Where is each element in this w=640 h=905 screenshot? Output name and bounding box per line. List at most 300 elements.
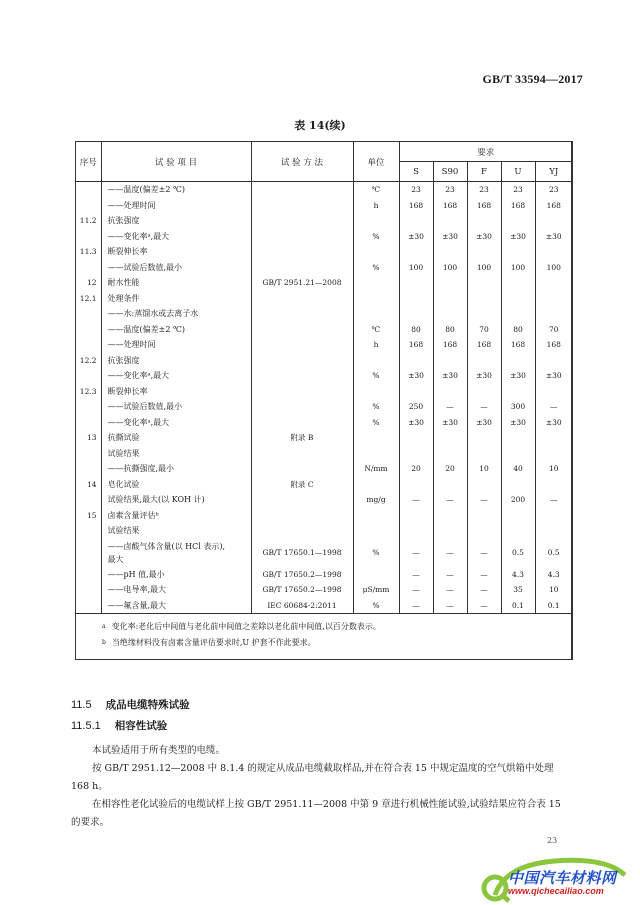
table-row bbox=[76, 275, 572, 291]
cell-value: 20 bbox=[399, 461, 433, 477]
cell-item: ——试验后数值,最小 bbox=[101, 260, 251, 276]
cell-item: 处理条件 bbox=[101, 291, 251, 307]
cell-value bbox=[433, 306, 467, 322]
cell-value: 23 bbox=[399, 182, 433, 198]
cell-unit: ℃ bbox=[353, 182, 399, 198]
cell-value bbox=[501, 508, 535, 524]
cell-item: ——变化率ᵃ,最大 bbox=[101, 229, 251, 245]
cell-value: 35 bbox=[501, 582, 535, 598]
cell-value: 10 bbox=[548, 585, 559, 594]
cell-value: 100 bbox=[546, 262, 561, 272]
cell-value bbox=[467, 213, 501, 229]
cell-value: 100 bbox=[433, 260, 467, 276]
cell-method bbox=[251, 399, 353, 415]
cell-value bbox=[535, 508, 572, 524]
table-row bbox=[76, 523, 572, 539]
cell-value: 80 bbox=[399, 322, 433, 338]
cell-seq bbox=[76, 229, 101, 245]
cell-item: ——抗撕强度,最小 bbox=[101, 461, 251, 477]
header-grade-yj: YJ bbox=[535, 162, 572, 182]
cell-seq: 12 bbox=[76, 275, 101, 291]
cell-value: 80 bbox=[433, 322, 467, 338]
cell-value bbox=[433, 477, 467, 493]
table-row bbox=[76, 582, 572, 598]
cell-value bbox=[467, 508, 501, 524]
cell-method bbox=[251, 306, 353, 322]
cell-method: GB/T 17650.2—1998 bbox=[251, 582, 353, 598]
cell-unit: h bbox=[353, 337, 399, 353]
cell-value: ±30 bbox=[433, 415, 467, 431]
cell-method bbox=[251, 229, 353, 245]
cell-value bbox=[467, 446, 501, 462]
cell-value: — bbox=[467, 582, 501, 598]
table-row bbox=[76, 198, 572, 214]
cell-seq bbox=[76, 582, 101, 598]
cell-method bbox=[251, 198, 353, 214]
cell-seq bbox=[76, 337, 101, 353]
note-mark: a bbox=[102, 623, 106, 630]
cell-value bbox=[535, 353, 572, 369]
cell-unit bbox=[353, 275, 399, 291]
table-row bbox=[76, 384, 572, 400]
cell-unit: mg/g bbox=[353, 492, 399, 508]
cell-value: 0.1 bbox=[501, 598, 535, 614]
cell-value: ±30 bbox=[399, 229, 433, 245]
cell-value: 40 bbox=[501, 461, 535, 477]
cell-value bbox=[467, 275, 501, 291]
cell-value bbox=[535, 213, 572, 229]
cell-value: 23 bbox=[433, 182, 467, 198]
table-row bbox=[76, 461, 572, 477]
cell-value: 20 bbox=[433, 461, 467, 477]
cell-value: 80 bbox=[501, 322, 535, 338]
table-row bbox=[76, 182, 572, 198]
cell-unit: ℃ bbox=[353, 322, 399, 338]
cell-value bbox=[433, 384, 467, 400]
table-row bbox=[76, 368, 572, 384]
cell-value: ±30 bbox=[399, 415, 433, 431]
cell-value bbox=[535, 446, 572, 462]
note-text: 当绝缘材料没有卤素含量评估要求时,U 护套不作此要求。 bbox=[111, 638, 316, 647]
cell-seq: 13 bbox=[76, 430, 101, 446]
cell-value bbox=[501, 430, 535, 446]
cell-value bbox=[399, 477, 433, 493]
cell-value bbox=[399, 275, 433, 291]
cell-unit: N/mm bbox=[353, 461, 399, 477]
cell-value: ±30 bbox=[467, 368, 501, 384]
cell-unit bbox=[353, 213, 399, 229]
cell-seq bbox=[76, 446, 101, 462]
cell-value bbox=[501, 275, 535, 291]
cell-item: ——变化率ᵃ,最大 bbox=[101, 415, 251, 431]
cell-value: — bbox=[399, 598, 433, 614]
cell-value: 0.1 bbox=[547, 600, 560, 610]
table-row bbox=[76, 508, 572, 524]
cell-seq bbox=[76, 461, 101, 477]
cell-method bbox=[251, 492, 353, 508]
cell-unit: % bbox=[353, 399, 399, 415]
cell-value: — bbox=[550, 495, 558, 504]
table-row bbox=[76, 415, 572, 431]
cell-value bbox=[433, 244, 467, 260]
cell-unit bbox=[353, 508, 399, 524]
cell-method bbox=[251, 415, 353, 431]
table-row bbox=[76, 598, 572, 614]
cell-value bbox=[433, 508, 467, 524]
table-row bbox=[76, 353, 572, 369]
cell-unit: % bbox=[353, 598, 399, 614]
cell-method: GB/T 17650.1—1998 bbox=[251, 539, 353, 567]
cell-item: 试验结果 bbox=[101, 446, 251, 462]
table-row bbox=[76, 337, 572, 353]
cell-value: 70 bbox=[548, 324, 559, 334]
cell-value: 168 bbox=[467, 198, 501, 214]
cell-value: 168 bbox=[399, 198, 433, 214]
cell-value bbox=[501, 306, 535, 322]
cell-value: 23 bbox=[548, 185, 559, 194]
cell-item: 断裂伸长率 bbox=[101, 384, 251, 400]
cell-value bbox=[467, 477, 501, 493]
section-number: 11.5 bbox=[71, 699, 92, 711]
cell-value: — bbox=[433, 598, 467, 614]
cell-value: — bbox=[467, 598, 501, 614]
cell-value: 100 bbox=[467, 260, 501, 276]
cell-seq: 14 bbox=[76, 477, 101, 493]
requirements-table bbox=[75, 141, 573, 660]
cell-value: — bbox=[433, 567, 467, 583]
table-row bbox=[76, 244, 572, 260]
cell-unit: μS/mm bbox=[353, 582, 399, 598]
cell-value bbox=[467, 384, 501, 400]
cell-item: ——pH 值,最小 bbox=[101, 567, 251, 583]
cell-item: ——温度(偏差±2 ℃) bbox=[101, 322, 251, 338]
note-a bbox=[102, 619, 571, 635]
header-item: 试 验 项 目 bbox=[101, 142, 251, 182]
cell-method bbox=[251, 244, 353, 260]
cell-value bbox=[433, 430, 467, 446]
cell-value: 168 bbox=[399, 337, 433, 353]
cell-item: ——变化率ᵃ,最大 bbox=[101, 368, 251, 384]
cell-seq: 15 bbox=[76, 508, 101, 524]
cell-value: — bbox=[433, 492, 467, 508]
cell-item: 试验结果 bbox=[101, 523, 251, 539]
cell-seq: 12.2 bbox=[76, 353, 101, 369]
cell-value: 168 bbox=[433, 198, 467, 214]
cell-seq: 12.3 bbox=[76, 384, 101, 400]
cell-value: ±30 bbox=[433, 368, 467, 384]
cell-unit: % bbox=[353, 539, 399, 567]
cell-unit bbox=[353, 353, 399, 369]
cell-item: ——处理时间 bbox=[101, 198, 251, 214]
cell-method: 附录 C bbox=[251, 477, 353, 493]
page-number: 23 bbox=[547, 836, 558, 845]
cell-method bbox=[251, 446, 353, 462]
cell-method bbox=[251, 523, 353, 539]
table-row bbox=[76, 399, 572, 415]
cell-value bbox=[501, 213, 535, 229]
cell-item: ——电导率,最大 bbox=[101, 582, 251, 598]
cell-value: 200 bbox=[501, 492, 535, 508]
cell-value bbox=[399, 306, 433, 322]
cell-value: — bbox=[399, 582, 433, 598]
cell-value: 100 bbox=[399, 260, 433, 276]
cell-unit bbox=[353, 446, 399, 462]
cell-value bbox=[399, 430, 433, 446]
header-method: 试 验 方 法 bbox=[251, 142, 353, 182]
cell-value bbox=[501, 291, 535, 307]
cell-value: ±30 bbox=[545, 371, 562, 380]
cell-seq bbox=[76, 492, 101, 508]
table-row bbox=[76, 260, 572, 276]
table-row bbox=[76, 291, 572, 307]
cell-item: 皂化试验 bbox=[101, 477, 251, 493]
cell-seq bbox=[76, 539, 101, 567]
cell-value bbox=[433, 523, 467, 539]
cell-value: — bbox=[550, 402, 558, 411]
watermark-url: www.qichecailiao.com bbox=[508, 886, 604, 896]
cell-value: 168 bbox=[546, 200, 561, 210]
cell-value: ±30 bbox=[399, 368, 433, 384]
header-grade-u: U bbox=[501, 162, 535, 182]
cell-value bbox=[535, 430, 572, 446]
cell-value bbox=[433, 291, 467, 307]
cell-value: ±30 bbox=[501, 368, 535, 384]
cell-value: 168 bbox=[546, 340, 561, 349]
cell-method bbox=[251, 353, 353, 369]
table-row bbox=[76, 430, 572, 446]
cell-value: ±30 bbox=[545, 231, 562, 241]
cell-unit bbox=[353, 477, 399, 493]
table-row bbox=[76, 213, 572, 229]
cell-item: ——水:蒸馏水或去离子水 bbox=[101, 306, 251, 322]
cell-method bbox=[251, 291, 353, 307]
cell-seq: 12.1 bbox=[76, 291, 101, 307]
cell-seq bbox=[76, 322, 101, 338]
subsection-heading bbox=[71, 718, 167, 733]
cell-unit bbox=[353, 384, 399, 400]
cell-value: ±30 bbox=[501, 415, 535, 431]
subsection-title: 相容性试验 bbox=[114, 720, 168, 732]
cell-value bbox=[467, 523, 501, 539]
cell-value: ±30 bbox=[545, 417, 562, 427]
cell-value bbox=[399, 384, 433, 400]
cell-item: 抗张强度 bbox=[101, 353, 251, 369]
cell-seq bbox=[76, 306, 101, 322]
cell-value bbox=[535, 244, 572, 260]
cell-value bbox=[399, 244, 433, 260]
cell-item: ——卤酸气体含量(以 HCl 表示), 最大 bbox=[101, 539, 251, 567]
cell-value bbox=[535, 384, 572, 400]
cell-value bbox=[501, 353, 535, 369]
table-title: 表 14(续) bbox=[294, 119, 346, 132]
cell-item: 抗张强度 bbox=[101, 213, 251, 229]
cell-value bbox=[535, 275, 572, 291]
header-grade-s: S bbox=[399, 162, 433, 182]
table-row bbox=[76, 492, 572, 508]
cell-unit bbox=[353, 430, 399, 446]
cell-value: — bbox=[399, 539, 433, 567]
cell-method bbox=[251, 368, 353, 384]
cell-method: GB/T 2951.21—2008 bbox=[251, 275, 353, 291]
table-row bbox=[76, 306, 572, 322]
header-seq: 序号 bbox=[76, 142, 101, 182]
cell-seq bbox=[76, 399, 101, 415]
cell-value bbox=[467, 291, 501, 307]
cell-unit bbox=[353, 291, 399, 307]
cell-value: ±30 bbox=[433, 229, 467, 245]
cell-seq: 11.3 bbox=[76, 244, 101, 260]
cell-unit: % bbox=[353, 368, 399, 384]
cell-method: 附录 B bbox=[251, 430, 353, 446]
cell-value: 168 bbox=[501, 337, 535, 353]
cell-value: 23 bbox=[501, 182, 535, 198]
cell-value bbox=[535, 291, 572, 307]
cell-value bbox=[433, 446, 467, 462]
cell-value bbox=[535, 306, 572, 322]
cell-value: 0.5 bbox=[547, 548, 560, 557]
cell-value: 0.5 bbox=[501, 539, 535, 567]
cell-value: 10 bbox=[548, 464, 559, 473]
cell-value bbox=[433, 275, 467, 291]
header-grade-f: F bbox=[467, 162, 501, 182]
cell-item: 卤素含量评估ᵇ bbox=[101, 508, 251, 524]
cell-method: GB/T 17650.2—1998 bbox=[251, 567, 353, 583]
cell-item: ——氟含量,最大 bbox=[101, 598, 251, 614]
cell-unit bbox=[353, 523, 399, 539]
cell-value: 168 bbox=[467, 337, 501, 353]
cell-value bbox=[501, 244, 535, 260]
cell-value: ±30 bbox=[467, 415, 501, 431]
cell-seq bbox=[76, 415, 101, 431]
paragraph: 在相容性老化试验后的电缆试样上按 GB/T 2951.11—2008 中第 9 章进行机械性能试验,试验结果应符合表 15 的要求。 bbox=[71, 799, 561, 828]
cell-value: 10 bbox=[467, 461, 501, 477]
cell-seq bbox=[76, 260, 101, 276]
cell-value: — bbox=[399, 567, 433, 583]
table-row bbox=[76, 446, 572, 462]
cell-item: ——试验后数值,最小 bbox=[101, 399, 251, 415]
cell-value bbox=[467, 430, 501, 446]
cell-seq: 11.2 bbox=[76, 213, 101, 229]
cell-value bbox=[399, 508, 433, 524]
cell-value: 4.3 bbox=[501, 567, 535, 583]
cell-unit bbox=[353, 567, 399, 583]
cell-seq bbox=[76, 182, 101, 198]
cell-method bbox=[251, 461, 353, 477]
header-requirement: 要求 bbox=[399, 142, 572, 162]
cell-method bbox=[251, 213, 353, 229]
table-row bbox=[76, 539, 572, 567]
cell-value: ±30 bbox=[501, 229, 535, 245]
table-row bbox=[76, 477, 572, 493]
cell-method bbox=[251, 322, 353, 338]
cell-value: 4.3 bbox=[547, 569, 560, 579]
cell-method bbox=[251, 182, 353, 198]
cell-method: IEC 60684-2:2011 bbox=[251, 598, 353, 614]
table-notes bbox=[76, 613, 571, 659]
standard-code: GB/T 33594—2017 bbox=[482, 72, 583, 86]
cell-unit bbox=[353, 244, 399, 260]
cell-unit: h bbox=[353, 198, 399, 214]
cell-value bbox=[433, 353, 467, 369]
cell-value: — bbox=[399, 492, 433, 508]
cell-method bbox=[251, 508, 353, 524]
cell-value: 100 bbox=[501, 260, 535, 276]
cell-unit: % bbox=[353, 229, 399, 245]
cell-method bbox=[251, 384, 353, 400]
header-unit: 单位 bbox=[353, 142, 399, 182]
cell-value bbox=[467, 244, 501, 260]
cell-value bbox=[399, 213, 433, 229]
cell-seq bbox=[76, 567, 101, 583]
paragraph: 按 GB/T 2951.12—2008 中 8.1.4 的规定从成品电缆截取样品,并在符合表 15 中规定温度的空气烘箱中处理 168 h。 bbox=[71, 763, 554, 792]
table-row bbox=[76, 567, 572, 583]
cell-value bbox=[535, 477, 572, 493]
cell-value bbox=[467, 306, 501, 322]
cell-item: 断裂伸长率 bbox=[101, 244, 251, 260]
cell-value bbox=[399, 353, 433, 369]
paragraph: 本试验适用于所有类型的电缆。 bbox=[92, 745, 226, 756]
cell-value: 168 bbox=[501, 198, 535, 214]
note-mark: b bbox=[102, 639, 106, 646]
cell-value: — bbox=[433, 582, 467, 598]
cell-unit bbox=[353, 306, 399, 322]
cell-value: — bbox=[433, 399, 467, 415]
cell-value: — bbox=[467, 567, 501, 583]
cell-item: 试验结果,最大(以 KOH 计) bbox=[101, 492, 251, 508]
header-grade-s90: S90 bbox=[433, 162, 467, 182]
cell-value: 23 bbox=[467, 182, 501, 198]
table-body bbox=[76, 182, 572, 614]
cell-value: 250 bbox=[399, 399, 433, 415]
cell-value bbox=[433, 213, 467, 229]
cell-value bbox=[501, 446, 535, 462]
cell-value: — bbox=[467, 539, 501, 567]
cell-seq bbox=[76, 523, 101, 539]
cell-value bbox=[501, 523, 535, 539]
cell-method bbox=[251, 337, 353, 353]
cell-item: ——处理时间 bbox=[101, 337, 251, 353]
note-text: 变化率:老化后中间值与老化前中间值之差除以老化前中间值,以百分数表示。 bbox=[111, 622, 381, 631]
watermark-logo bbox=[475, 855, 640, 905]
cell-value bbox=[501, 384, 535, 400]
cell-seq bbox=[76, 198, 101, 214]
cell-item: ——温度(偏差±2 ℃) bbox=[101, 182, 251, 198]
cell-method bbox=[251, 260, 353, 276]
table-row bbox=[76, 322, 572, 338]
section-title: 成品电缆特殊试验 bbox=[105, 699, 190, 711]
cell-item: 耐水性能 bbox=[101, 275, 251, 291]
note-b bbox=[102, 635, 571, 651]
section-heading bbox=[71, 697, 190, 712]
cell-unit: % bbox=[353, 260, 399, 276]
cell-value bbox=[399, 523, 433, 539]
cell-unit: % bbox=[353, 415, 399, 431]
cell-value bbox=[467, 353, 501, 369]
cell-value: — bbox=[467, 399, 501, 415]
watermark-title: 中国汽车材料网 bbox=[508, 870, 617, 887]
cell-seq bbox=[76, 368, 101, 384]
cell-value: 300 bbox=[501, 399, 535, 415]
cell-value: — bbox=[433, 539, 467, 567]
cell-value bbox=[399, 446, 433, 462]
cell-value bbox=[535, 523, 572, 539]
cell-value bbox=[501, 477, 535, 493]
cell-value: — bbox=[467, 492, 501, 508]
cell-value: 70 bbox=[467, 322, 501, 338]
cell-value: 168 bbox=[433, 337, 467, 353]
cell-value bbox=[399, 291, 433, 307]
cell-seq bbox=[76, 598, 101, 614]
